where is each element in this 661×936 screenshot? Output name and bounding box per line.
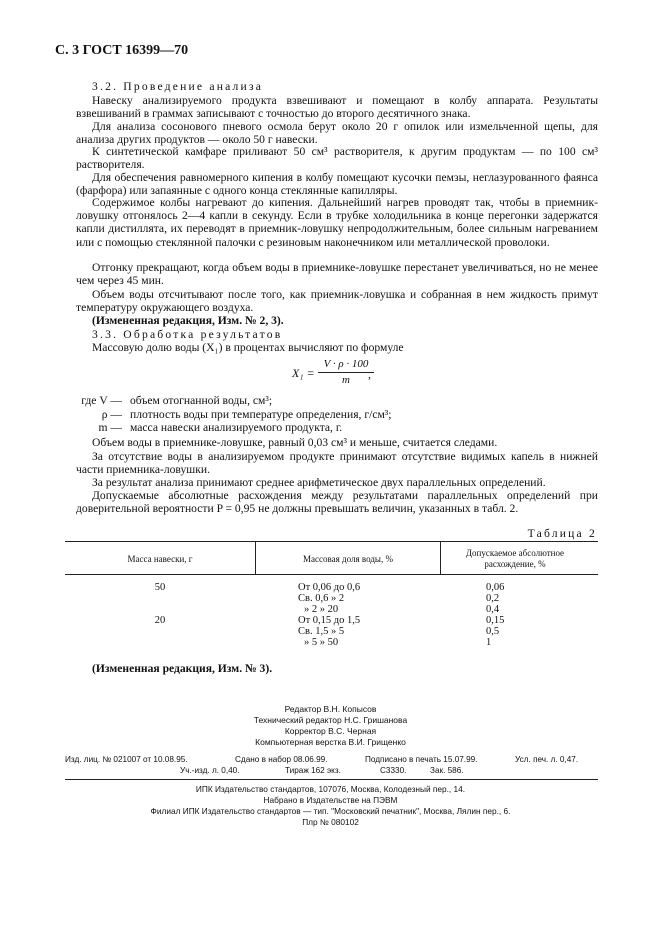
table-cell-tol-5: 0,5	[486, 626, 500, 637]
imprint-order: Зак. 586.	[430, 766, 464, 775]
paragraph-6: Отгонку прекращают, когда объем воды в приемнике-ловушке перестанет увеличиваться, но не менее чем через 45 мин.	[76, 261, 598, 288]
imprint-pub-sheets: Уч.-изд. л. 0,40.	[180, 766, 240, 775]
formula-numerator: V · ρ · 100	[323, 358, 369, 370]
table-header-tolerance: Допускаемое абсолютное расхождение, %	[465, 548, 565, 569]
paragraph-3: К синтетической камфаре приливают 50 см³ растворителя, к другим продуктам — по 100 см³ растворителя.	[76, 145, 598, 172]
imprint-typeset: Сдано в набор 08.06.99.	[235, 755, 328, 764]
where-text-v: объем отогнанной воды, см³;	[130, 394, 273, 407]
table-title: Таблица 2	[527, 527, 597, 540]
credit-layout: Компьютерная верстка В.И. Грищенко	[255, 737, 406, 747]
table-cell-mass-1: 50	[154, 582, 166, 593]
table-top-rule	[65, 541, 598, 542]
table-header-divider-2	[440, 541, 441, 574]
table-cell-range-3: » 2 » 20	[304, 604, 339, 615]
table-cell-tol-6: 1	[486, 637, 492, 648]
paragraph-5: Содержимое колбы нагревают до кипения. Дальнейший нагрев проводят так, чтобы в приемник-ловушку отгонялось 2—4 капли в секунду. Если в трубке холодильника в конце перегонки задержатся капли дистиллята, их переводят в приемник-ловушку непродолжительным, более сильным нагреванием или с помощью стеклянной палочки с резиновым наконечником или металлической проволоки.	[76, 196, 598, 249]
paragraph-1: Навеску анализируемого продукта взвешивают и помещают в колбу аппарата. Результаты взвешиваний в граммах записывают с точностью до второго десятичного знака.	[76, 94, 598, 121]
formula-comma: ,	[368, 367, 371, 381]
section-3-2-title-text: 3.2. Проведение анализа	[92, 80, 264, 93]
formula-lhs: X₁ =	[292, 366, 315, 380]
publisher-line-3: Филиал ИПК Издательство стандартов — тип. "Московский печатник", Москва, Лялин пер., 6.	[150, 806, 511, 816]
table-cell-tol-3: 0,4	[486, 604, 500, 615]
credit-corrector: Корректор В.С. Черная	[284, 726, 377, 736]
table-cell-range-1: От 0,06 до 0,6	[298, 582, 361, 593]
table-cell-tol-1: 0,06	[486, 582, 505, 593]
table-header-rule	[65, 574, 598, 575]
imprint-license: Изд. лиц. № 021007 от 10.08.95.	[65, 755, 188, 764]
paragraph-8: Массовую долю воды (X₁) в процентах вычисляют по формуле	[92, 341, 404, 354]
paragraph-11: За результат анализа принимают среднее арифметическое двух параллельных определений.	[92, 476, 546, 489]
credit-editor: Редактор В.Н. Копысов	[284, 704, 377, 714]
where-symbol-rho: ρ —	[101, 408, 122, 421]
where-text-m: масса навески анализируемого продукта, г.	[130, 421, 343, 434]
table-cell-range-6: » 5 » 50	[304, 637, 339, 648]
table-cell-range-4: От 0,15 до 1,5	[298, 615, 361, 626]
paragraph-2: Для анализа сосонового пневого осмола берут около 20 г опилок или измельченной щепы, для анализа других продуктов — около 50 г навески.	[76, 120, 598, 147]
paragraph-7: Объем воды отсчитывают после того, как приемник-ловушка и собранная в нем жидкость примут температуру окружающего воздуха.	[76, 288, 598, 315]
table-cell-range-2: Св. 0,6 » 2	[298, 593, 345, 604]
publisher-line-1: ИПК Издательство стандартов, 107076, Москва, Колодезный пер., 14.	[195, 784, 466, 794]
table-cell-tol-2: 0,2	[486, 593, 500, 604]
section-3-3-title-text: 3.3. Обработка результатов	[92, 328, 283, 341]
paragraph-10: За отсутствие воды в анализируемом продукте принимают отсутствие видимых капель в нижней части приемника-ловушки.	[76, 450, 598, 477]
revision-note-1: (Измененная редакция, Изм. № 2, 3).	[92, 314, 284, 327]
footer-rule	[65, 779, 598, 780]
imprint-sheets: Усл. печ. л. 0,47.	[515, 755, 579, 764]
formula-fraction-bar	[318, 372, 374, 373]
imprint-print-run: Тираж 162 экз.	[285, 766, 341, 775]
where-text-rho: плотность воды при температуре определения, г/см³;	[130, 408, 392, 421]
paragraph-4: Для обеспечения равномерного кипения в колбу помещают кусочки пемзы, неглазурованного фаянса (фарфора) или запаянные с одного конца стеклянные капилляры.	[76, 171, 598, 198]
imprint-code: С3330.	[380, 766, 407, 775]
formula-denominator: m	[342, 374, 350, 386]
imprint-signed: Подписано в печать 15.07.99.	[365, 755, 478, 764]
publisher-line-4: Плр № 080102	[302, 817, 359, 827]
table-cell-tol-4: 0,15	[486, 615, 505, 626]
table-cell-mass-2: 20	[154, 615, 166, 626]
section-3-3-title	[92, 328, 598, 341]
paragraph-12: Допускаемые абсолютные расхождения между результатами параллельных определений при доверительной вероятности P = 0,95 не должны превышать величин, указанных в табл. 2.	[76, 489, 598, 516]
credit-tech-editor: Технический редактор Н.С. Гришанова	[253, 715, 408, 725]
table-cell-range-5: Св. 1,5 » 5	[298, 626, 345, 637]
revision-note-2: (Измененная редакция, Изм. № 3).	[92, 662, 273, 675]
where-symbol-m: m —	[98, 421, 122, 434]
publisher-line-2: Набрано в Издательстве на ПЭВМ	[263, 795, 398, 805]
table-header-water: Массовая доля воды, %	[303, 554, 393, 564]
table-header-mass: Масса навески, г	[127, 554, 193, 564]
section-3-2-title	[92, 80, 598, 93]
page-header: С. 3 ГОСТ 16399—70	[55, 43, 189, 58]
paragraph-9: Объем воды в приемнике-ловушке, равный 0,03 см³ и меньше, считается следами.	[92, 436, 498, 449]
where-symbol-v: где V —	[81, 394, 122, 407]
